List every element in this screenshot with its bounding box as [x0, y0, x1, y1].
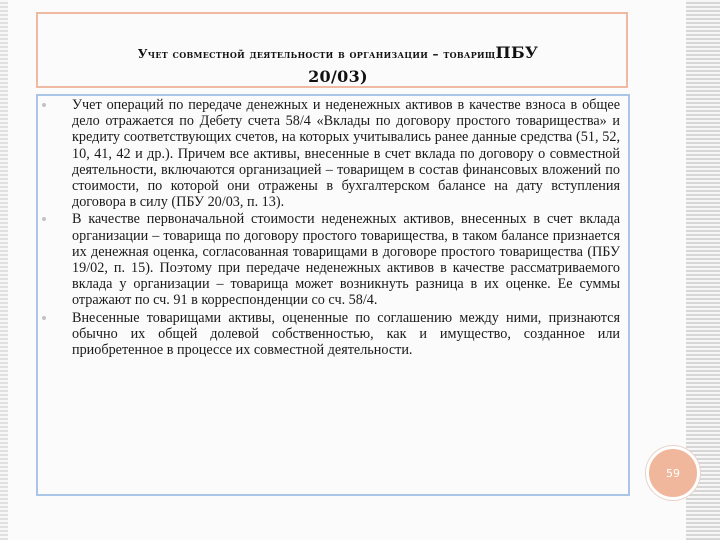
list-item — [56, 97, 620, 210]
title-line1-part1: Учет совместной деятельности в организации – товарищ — [137, 47, 496, 61]
list-item — [56, 310, 620, 359]
page-number-badge — [646, 446, 700, 500]
bullet-text: Учет операций по передаче денежных и неденежных активов в качестве взноса в общее дело отражается по Дебету счета 58/4 «Вклады по договору простого товарищества» и кредиту соответствующих счетов, на которых учитывались ранее данные средства (51, 52, 10, 41, 42 и др.). Причем все активы, внесенные в счет вклада по договору о совместной деятельности, включаются организацией – товарищем в состав финансовых вложений по стоимости, по которой они отражены в бухгалтерском балансе на дату вступления договора в силу (ПБУ 20/03, п. 13). — [72, 97, 620, 211]
title-line2: 20/03) — [308, 67, 368, 86]
left-decorative-border — [0, 0, 8, 540]
title-line1-part2: ПБУ — [495, 43, 539, 62]
bullet-text: Внесенные товарищами активы, оцененные по соглашению между ними, признаются обычно их общей долевой собственностью, как и имущество, созданное или приобретенное в процессе их совместной деятельности. — [72, 309, 620, 359]
bullet-list — [56, 97, 620, 358]
bullet-icon — [42, 103, 46, 107]
bullet-text: В качестве первоначальной стоимости неденежных активов, внесенных в счет вклада организации – товарища по договору простого товарищества, в таком балансе признается их денежная оценка, согласованная товарищами в договоре простого товарищества (ПБУ 19/02, п. 15). Поэтому при передаче неденежных активов в качестве рассматриваемого вклада у организации – товарища может возникнуть разница в их оценке. Ее суммы отражают по сч. 91 в корреспонденции со сч. 58/4. — [72, 211, 620, 309]
list-item — [56, 211, 620, 308]
title-frame — [36, 12, 628, 88]
bullet-icon — [42, 316, 46, 320]
slide-title — [58, 42, 618, 90]
page-number: 59 — [666, 466, 680, 480]
slide — [8, 0, 686, 540]
